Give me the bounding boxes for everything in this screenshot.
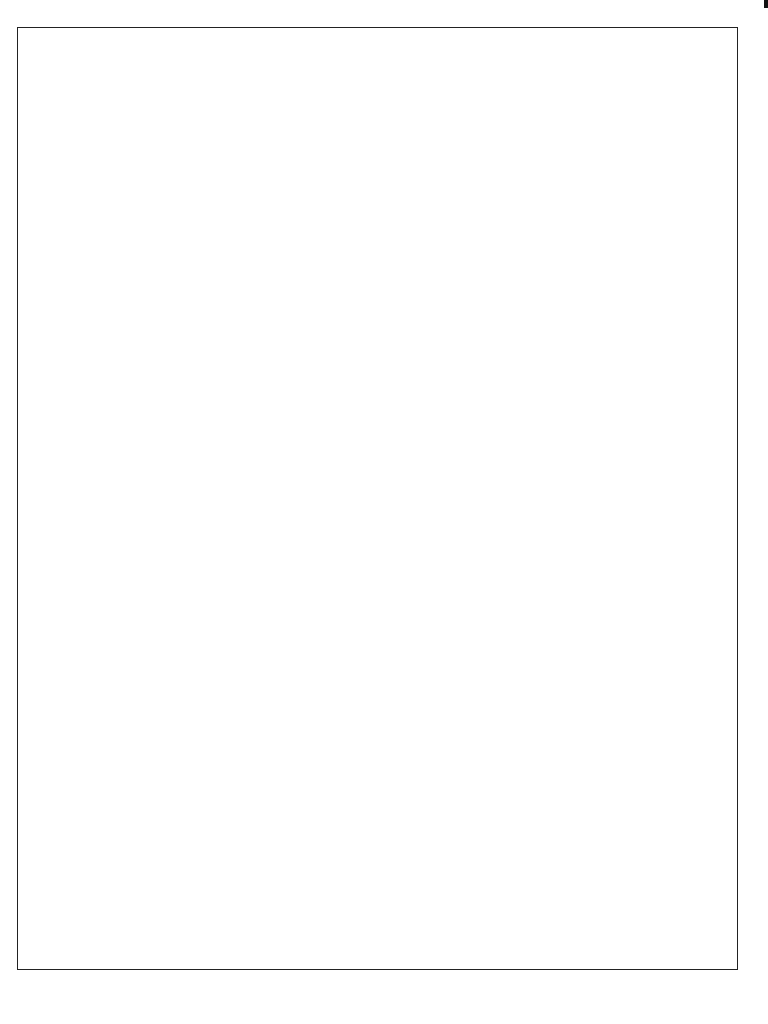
page-corner-mark [764,0,768,8]
alt-code-table [17,27,738,970]
